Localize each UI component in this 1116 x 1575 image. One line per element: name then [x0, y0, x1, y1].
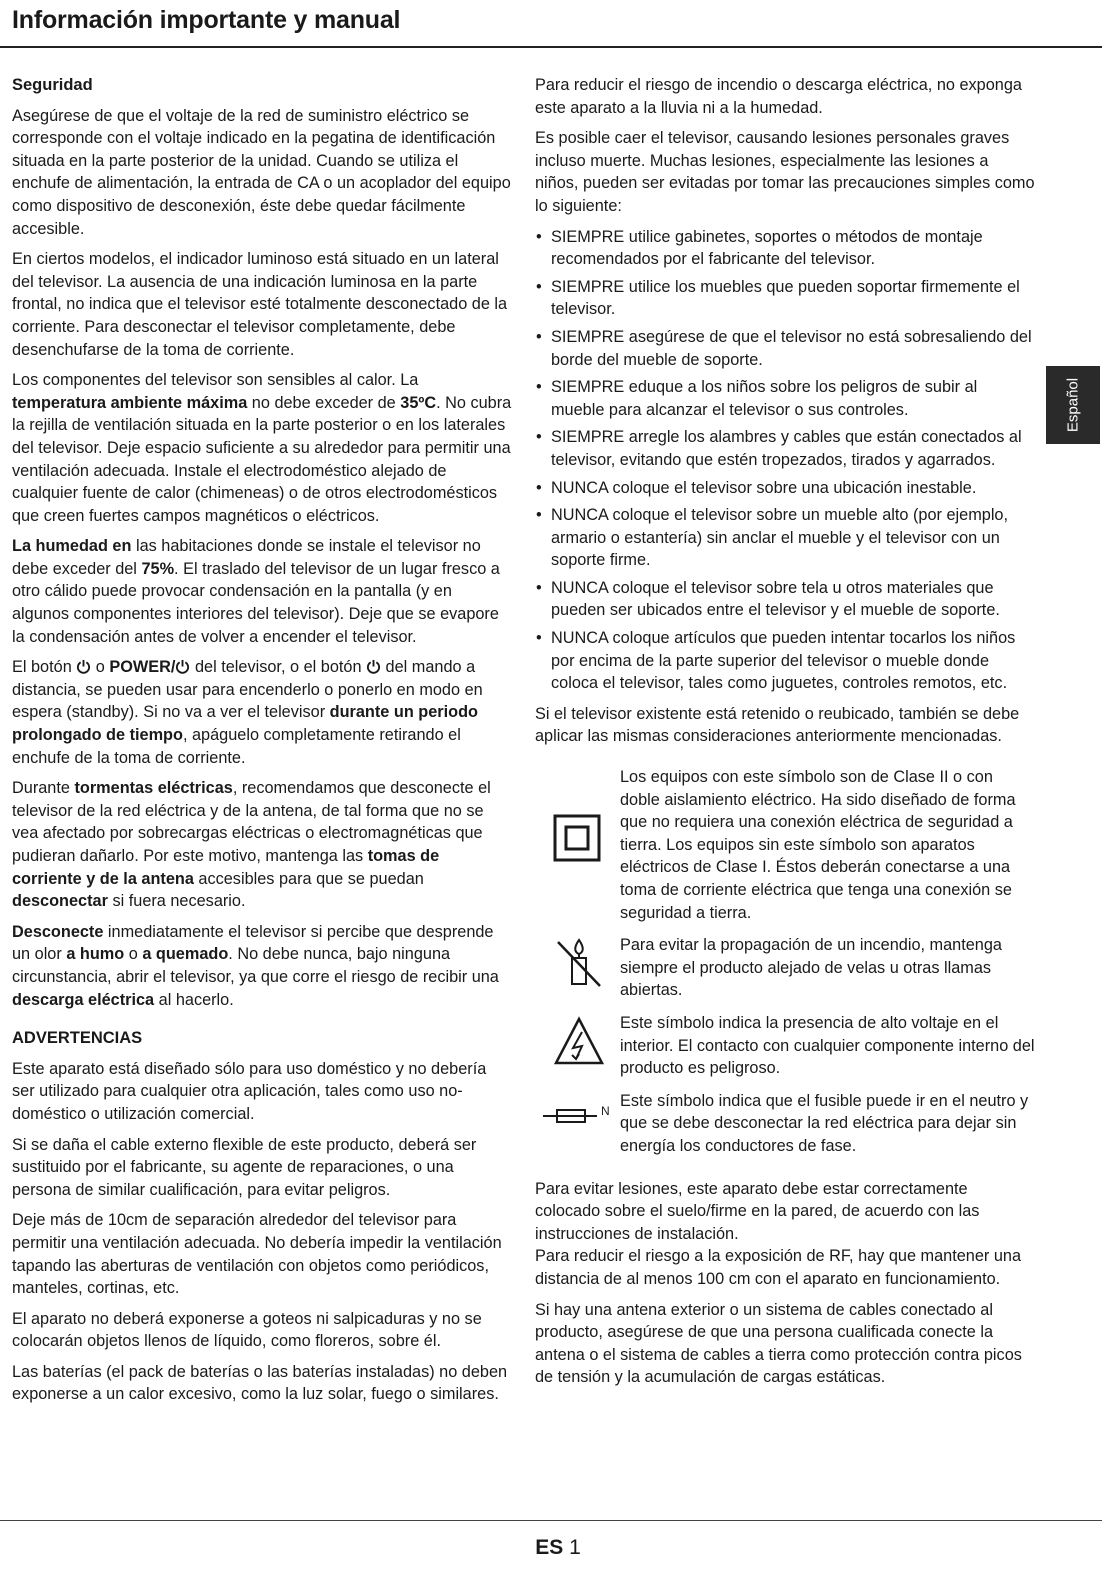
safety-paragraph-smoke: Desconecte inmediatamente el televisor si percibe que desprende un olor a humo o a quemado. No debe nunca, bajo ninguna circunstancia, abrir el televisor, ya que corre el riesgo de recibir una descarga eléctrica al hacerlo.	[12, 922, 499, 1009]
warning-paragraph-ventilation: Deje más de 10cm de separación alrededor del televisor para permitir una ventilación adecuada. No debería impedir la ventilación tapando las aberturas de ventilación con objetos como periódicos, manteles, cortinas, etc.	[12, 1211, 502, 1298]
class-ii-text: Los equipos con este símbolo son de Clase II o con doble aislamiento eléctrico. Ha sido diseñado de forma que no requiera una conexión eléctrica de seguridad a tierra. Los equipos sin este símbolo son aparatos eléctricos de Clase I. Éstos deberán conectarse a una toma de corriente eléctrica que tenga una conexión se seguridad a tierra.	[620, 768, 1016, 922]
list-item: • NUNCA coloque artículos que pueden intentar tocarlos los niños por encima de la parte superior del televisor o mueble donde coloca el televisor, tales como juguetes, controles remotos, etc.	[535, 627, 1035, 695]
safety-heading: Seguridad	[12, 76, 93, 94]
power-icon	[175, 659, 190, 674]
right-paragraph-falling: Es posible caer el televisor, causando lesiones personales graves incluso muerte. Muchas lesiones, especialmente las lesiones a niños, pueden ser evitadas por tomar las precauciones simples como lo siguiente:	[535, 129, 1035, 215]
footer-divider	[0, 1520, 1102, 1521]
candle-text: Para evitar la propagación de un incendio, mantenga siempre el producto alejado de velas u otras llamas abiertas.	[620, 936, 1002, 1000]
list-item: • NUNCA coloque el televisor sobre una ubicación inestable.	[535, 477, 1035, 500]
page-number: ES 1	[535, 1536, 581, 1559]
list-item: • NUNCA coloque el televisor sobre tela u otros materiales que pueden ser ubicados entre el televisor y el mueble de soporte.	[535, 577, 1035, 622]
fuse-icon	[543, 1100, 599, 1124]
list-item: • SIEMPRE asegúrese de que el televisor no está sobresaliendo del borde del mueble de soporte.	[535, 326, 1035, 371]
fuse-symbol-row	[535, 1090, 1035, 1158]
right-paragraph-relocation: Si el televisor existente está retenido o reubicado, también se debe aplicar las mismas consideraciones anteriormente mencionadas.	[535, 704, 1020, 746]
warning-paragraph-batteries: Las baterías (el pack de baterías o las baterías instaladas) no deben exponerse a un calor excesivo, como la luz solar, fuego o similares.	[12, 1362, 508, 1404]
safety-paragraph-indicator: En ciertos modelos, el indicador luminoso está situado en un lateral del televisor. La ausencia de una indicación luminosa en la parte frontal, no indica que el televisor esté totalmente desconectado de la corriente. Para desconectar el televisor completamente, debe desenchufarse de la toma de corriente.	[12, 250, 508, 359]
right-paragraph-rain: Para reducir el riesgo de incendio o descarga eléctrica, no exponga este aparato a la lluvia ni a la humedad.	[535, 76, 1022, 117]
list-item: • NUNCA coloque el televisor sobre un mueble alto (por ejemplo, armario o estantería) sin anclar el mueble y el televisor con un soporte firme.	[535, 504, 1035, 572]
candle-symbol-row	[535, 934, 1035, 1002]
safety-paragraph-power-button: El botón o POWER/ del televisor, o el botón del mando a distancia, se pueden usar para encenderlo o ponerlo en modo en espera (standby). Si no va a ver el televisor durante un periodo prolongado de tiempo, apáguelo completamente retirando el enchufe de la toma de corriente.	[12, 658, 483, 767]
right-paragraph-antenna: Si hay una antena exterior o un sistema de cables conectado al producto, asegúrese de que una persona cualificada conecte la antena o el sistema de cables a tierra como protección contra picos de tensión y la acumulación de cargas estáticas.	[535, 1300, 1022, 1387]
no-candle-icon	[555, 936, 603, 990]
safety-paragraph-storms: Durante tormentas eléctricas, recomendamos que desconecte el televisor de la red eléctrica y de la antena, de tal forma que no se vea afectado por sobrecargas eléctricas o electromagnéticas que pudieran dañarlo. Por este motivo, mantenga las tomas de corriente y de la antena accesibles para que se puedan desconectar si fuera necesario.	[12, 779, 491, 911]
page-title: Información importante y manual	[12, 6, 401, 34]
right-column	[535, 74, 1035, 1397]
high-voltage-icon	[553, 1016, 605, 1066]
power-icon	[76, 659, 91, 674]
precautions-list	[535, 226, 1035, 695]
right-paragraph-installation: Para evitar lesiones, este aparato debe estar correctamente colocado sobre el suelo/firme en la pared, de acuerdo con las instrucciones de instalación.	[535, 1179, 980, 1243]
warning-paragraph-liquids: El aparato no deberá exponerse a goteos ni salpicaduras y no se colocarán objetos llenos de líquido, como floreros, sobre él.	[12, 1309, 482, 1351]
list-item: • SIEMPRE utilice los muebles que pueden soportar firmemente el televisor.	[535, 276, 1035, 321]
fuse-neutral-label: N	[601, 1103, 610, 1118]
class-ii-icon	[553, 814, 601, 862]
safety-paragraph-temperature: Los componentes del televisor son sensibles al calor. La temperatura ambiente máxima no debe exceder de 35ºC. No cubra la rejilla de ventilación situada en la parte posterior o en los laterales del televisor. Deje espacio suficiente a su alrededor para permitir una ventilación adecuada. Instale el electrodoméstico alejado de cualquier fuente de calor (chimeneas) o de otros electrodomésticos que creen fuertes campos magnéticos o eléctricos.	[12, 371, 512, 525]
list-item: • SIEMPRE utilice gabinetes, soportes o métodos de montaje recomendados por el fabricante del televisor.	[535, 226, 1035, 271]
right-paragraph-rf: Para reducir el riesgo a la exposición de RF, hay que mantener una distancia de al menos 100 cm con el aparato en funcionamiento.	[535, 1247, 1022, 1288]
header-divider	[0, 46, 1102, 48]
safety-paragraph-voltage: Asegúrese de que el voltaje de la red de suministro eléctrico se corresponde con el voltaje indicado en la pegatina de identificación situada en la parte posterior de la unidad. Cuando se utiliza el enchufe de alimentación, la entrada de CA o un acoplador del equipo como dispositivo de desconexión, éste debe quedar fácilmente accesible.	[12, 106, 511, 238]
power-icon	[366, 659, 381, 674]
warning-paragraph-cable: Si se daña el cable externo flexible de este producto, deberá ser sustituido por el fabricante, su agente de reparaciones, o una persona de similar cualificación, para evitar peligros.	[12, 1135, 477, 1199]
high-voltage-symbol-row	[535, 1012, 1035, 1080]
language-tab-label: Español	[1064, 377, 1082, 433]
warning-paragraph-domestic: Este aparato está diseñado sólo para uso doméstico y no debería ser utilizado para cualquier otra aplicación, tales como uso no-doméstico o utilización comercial.	[12, 1059, 487, 1123]
language-tab	[1046, 366, 1100, 444]
class-ii-symbol-row	[535, 766, 1035, 924]
fuse-text: Este símbolo indica que el fusible puede ir en el neutro y que se debe desconectar la red eléctrica para dejar sin energía los conductores de fase.	[620, 1091, 1029, 1155]
left-column	[12, 74, 512, 1414]
warnings-heading: ADVERTENCIAS	[12, 1029, 143, 1048]
list-item: • SIEMPRE arregle los alambres y cables que están conectados al televisor, evitando que estén tropezados, tirados y agarrados.	[535, 426, 1035, 471]
list-item: • SIEMPRE eduque a los niños sobre los peligros de subir al mueble para alcanzar el televisor o sus controles.	[535, 376, 1035, 421]
safety-paragraph-humidity: La humedad en las habitaciones donde se instale el televisor no debe exceder del 75%. El traslado del televisor de un lugar fresco a otro cálido puede provocar condensación en la pantalla (y en algunos componentes interiores del televisor). Deje que se evapore la condensación antes de volver a encender el televisor.	[12, 537, 500, 646]
high-voltage-text: Este símbolo indica la presencia de alto voltaje en el interior. El contacto con cualquier componente interno del producto es peligroso.	[620, 1013, 1035, 1078]
